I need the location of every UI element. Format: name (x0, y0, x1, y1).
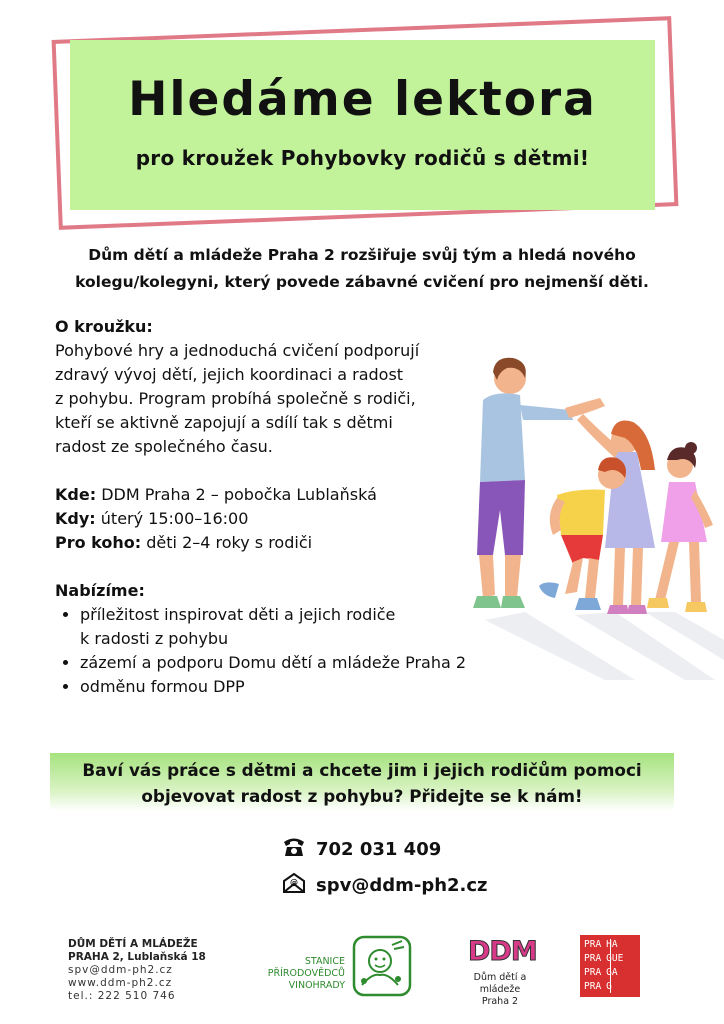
detail-when (55, 507, 525, 531)
contact-email[interactable] (282, 872, 488, 899)
offer-item: • odměnu formou DPP (80, 675, 525, 699)
small-girl-figure (647, 442, 713, 612)
title-banner (70, 40, 655, 210)
praha-logo: PRA HA PRA GUE PRA GA PRA G (580, 935, 640, 997)
phone-icon (282, 836, 308, 863)
intro-text (40, 242, 684, 296)
where-label: Kde: (55, 485, 97, 504)
page-title: Hledáme lektora (128, 72, 597, 127)
when-label: Kdy: (55, 509, 96, 528)
stanice-logo-text: STANICE PŘÍRODOVĚDCŮ VINOHRADY (267, 956, 345, 991)
footer-address: DŮM DĚTÍ A MLÁDEŽE PRAHA 2, Lublaňská 18 spv@ddm-ph2.cz www.ddm-ph2.cz tel.: 222 510 746 (68, 938, 206, 1002)
stanice-logo-icon (352, 935, 412, 997)
call-to-action-banner (50, 753, 674, 811)
who-value: děti 2–4 roky s rodiči (141, 533, 313, 552)
detail-who (55, 531, 525, 555)
about-heading: O kroužku: (55, 317, 153, 336)
when-value: úterý 15:00–16:00 (95, 509, 249, 528)
email-address: spv@ddm-ph2.cz (316, 875, 488, 896)
offer-item: • zázemí a podporu Domu dětí a mládeže Praha 2 (80, 651, 525, 675)
cta-line: Baví vás práce s dětmi a chcete jim i jejich rodičům pomoci (82, 760, 642, 780)
ddm-logo: DDM (468, 936, 537, 967)
page-subtitle: pro kroužek Pohybovky rodičů s dětmi! (135, 146, 590, 170)
about-line: Pohybové hry a jednoduchá cvičení podporují (55, 341, 420, 360)
offer-list (55, 603, 525, 699)
main-content (55, 315, 525, 699)
who-label: Pro koho: (55, 533, 142, 552)
about-line: kteří se aktivně zapojují a sdílí tak s dětmi (55, 413, 393, 432)
about-line: z pohybu. Program probíhá společně s rodiči, (55, 389, 416, 408)
about-line: radost ze společného času. (55, 437, 273, 456)
cta-line: objevovat radost z pohybu? Přidejte se k nám! (141, 786, 583, 806)
offer-item: • příležitost inspirovat děti a jejich rodiče k radosti z pohybu (80, 603, 525, 651)
intro-line: Dům dětí a mládeže Praha 2 rozšiřuje svůj tým a hledá nového (88, 246, 636, 264)
svg-text:@: @ (290, 878, 298, 887)
email-icon (282, 872, 308, 899)
where-value: DDM Praha 2 – pobočka Lublaňská (96, 485, 377, 504)
about-line: zdravý vývoj dětí, jejich koordinaci a radost (55, 365, 404, 384)
intro-line: kolegu/kolegyni, který povede zábavné cvičení pro nejmenší děti. (75, 273, 649, 291)
ddm-logo-text: Dům dětí a mládeže Praha 2 (473, 972, 527, 1007)
detail-where (55, 483, 525, 507)
contact-phone[interactable] (282, 836, 441, 863)
phone-number: 702 031 409 (316, 839, 442, 860)
offer-heading: Nabízíme: (55, 581, 145, 600)
